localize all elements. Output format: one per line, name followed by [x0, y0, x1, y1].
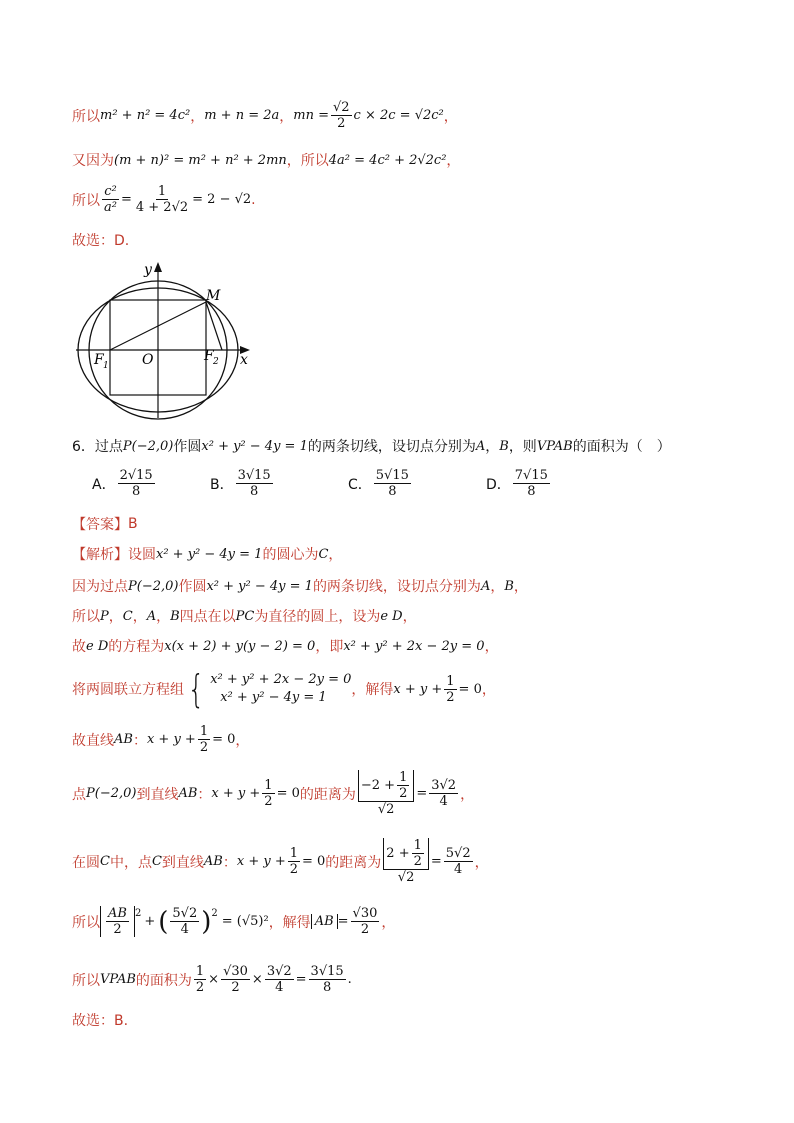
text: 作圆	[173, 439, 202, 455]
analysis-line-3: 所以 P ， C ， A ， B 四点在以 PC 为直径的圆上，设为 e D ，	[72, 608, 417, 625]
choice-d[interactable]	[486, 468, 552, 499]
math: m² + n² = 4c²	[100, 108, 191, 123]
analysis-line-6: 故直线 AB ： x + y + $\frac{1}{2}$ = 0 ，	[72, 724, 250, 755]
math: c × 2c = √2c²	[353, 108, 444, 123]
choice-label: A．	[92, 476, 116, 493]
math: A	[475, 438, 486, 454]
fraction: $\frac{7√15}{8}$	[514, 468, 548, 499]
text: ，	[443, 108, 458, 125]
label-y: y	[144, 262, 152, 278]
label-F1: F	[94, 352, 104, 368]
solution-line-1	[72, 100, 458, 131]
y-arrow	[154, 262, 162, 272]
analysis-line-9: 所以 $\frac{AB}{2}$ 2 + ( $\frac{5√2}{4}$ ) 2 = (√5)² ，解得 AB = $\frac{√30}{2}$ ，	[72, 906, 396, 937]
math: mn =	[293, 108, 329, 123]
math: =	[120, 192, 132, 207]
math: 4a² = 4c² + 2√2c²	[328, 152, 447, 168]
solution-conclusion: 故选：D.	[72, 233, 130, 249]
text: 的面积为（ ）	[572, 439, 671, 455]
text: 6．过点	[72, 439, 123, 455]
analysis-conclusion: 故选：B.	[72, 1013, 129, 1029]
label-M: M	[206, 288, 221, 304]
math: VPAB	[536, 438, 573, 454]
text: ，	[446, 153, 461, 169]
analysis-line-5: 将两圆联立方程组 { x² + y² + 2x − 2y = 0 x² + y² − 4y = 1 ，解得 x + y + $\frac{1}{2}$ = 0 ，	[72, 667, 496, 711]
text: 所以	[72, 192, 100, 209]
equation-system: { x² + y² + 2x − 2y = 0 x² + y² − 4y = 1	[187, 667, 352, 711]
choice-label: B．	[210, 476, 234, 493]
answer-value: B	[128, 516, 138, 532]
label-F2-sub: 2	[213, 357, 219, 367]
fraction: $\frac{1}{4 + 2√2}$	[135, 184, 189, 215]
math: (m + n)² = m² + n² + 2mn	[114, 152, 287, 168]
text: ，所以	[286, 153, 329, 169]
analysis-line-8: 在圆 C 中，点 C 到直线 AB ： x + y + $\frac{1}{2}$ = 0 的距离为 2 + $\frac{1}{2}$ √2 = $\frac{5√2}{4}$ ，	[72, 838, 489, 885]
text: 所以	[72, 108, 100, 125]
text: 又因为	[72, 153, 114, 169]
text: ，则	[508, 439, 537, 455]
math: m + n = 2a	[204, 108, 280, 123]
fraction: $\frac{3√15}{8}$	[237, 468, 271, 499]
distance-fraction: 2 + $\frac{1}{2}$ √2	[383, 838, 429, 885]
math: C	[318, 546, 329, 562]
solution-line-2	[72, 150, 460, 170]
analysis-tag: 【解析】	[72, 547, 128, 563]
fraction: $\frac{2√15}{8}$	[119, 468, 153, 499]
answer-tag: 【答案】	[72, 517, 128, 533]
distance-fraction: −2 + $\frac{1}{2}$ √2	[358, 770, 414, 817]
question-6-stem	[72, 436, 671, 456]
fraction: $\frac{\text{c²}}{\text{a²}}$	[104, 184, 117, 215]
fraction: $\frac{5√15}{8}$	[375, 468, 409, 499]
text: ，	[279, 108, 294, 125]
choice-b[interactable]	[210, 468, 275, 499]
analysis-line-2: 因为过点 P(−2,0) 作圆 x² + y² − 4y = 1 的两条切线，设切点分别为 A ， B ，	[72, 578, 528, 595]
fraction: $\frac{√2}{2}$	[332, 100, 350, 131]
math: P(−2,0)	[122, 438, 174, 454]
solution-line-3	[72, 184, 256, 215]
label-F2: F	[204, 348, 214, 364]
text: 的两条切线，设切点分别为	[307, 439, 476, 455]
math: B	[499, 438, 509, 454]
ellipse-figure	[72, 258, 262, 423]
brace-icon: {	[187, 667, 205, 711]
label-O: O	[142, 352, 154, 368]
analysis-line-1: 【解析】 设圆 x² + y² − 4y = 1 的圆心为 C ，	[72, 544, 342, 564]
text: ，	[190, 108, 205, 125]
math: x² + y² − 4y = 1	[156, 546, 263, 562]
text: ，	[485, 439, 500, 455]
choice-c[interactable]	[348, 468, 413, 499]
choice-label: C．	[348, 476, 372, 493]
label-x: x	[240, 352, 248, 368]
choice-label: D．	[486, 476, 511, 493]
analysis-line-10: 所以 VPAB 的面积为 $\frac{1}{2}$ × $\frac{√30}{2}$ × $\frac{3√2}{4}$ = $\frac{3√15}{8}$ .	[72, 964, 352, 995]
math: x² + y² − 4y = 1	[201, 438, 308, 454]
answer-line	[72, 514, 138, 534]
text: .	[251, 191, 256, 208]
math: = 2 − √2	[192, 192, 252, 207]
label-F1-sub: 1	[103, 361, 109, 371]
analysis-line-4: 故 e D 的方程为 x(x + 2) + y(y − 2) = 0 ，即 x² + y² + 2x − 2y = 0 ，	[72, 638, 499, 655]
choice-a[interactable]	[92, 468, 157, 499]
analysis-line-7: 点 P(−2,0) 到直线 AB ： x + y + $\frac{1}{2}$ = 0 的距离为 −2 + $\frac{1}{2}$ √2 = $\frac{3√2}{4}$ ，	[72, 770, 475, 817]
